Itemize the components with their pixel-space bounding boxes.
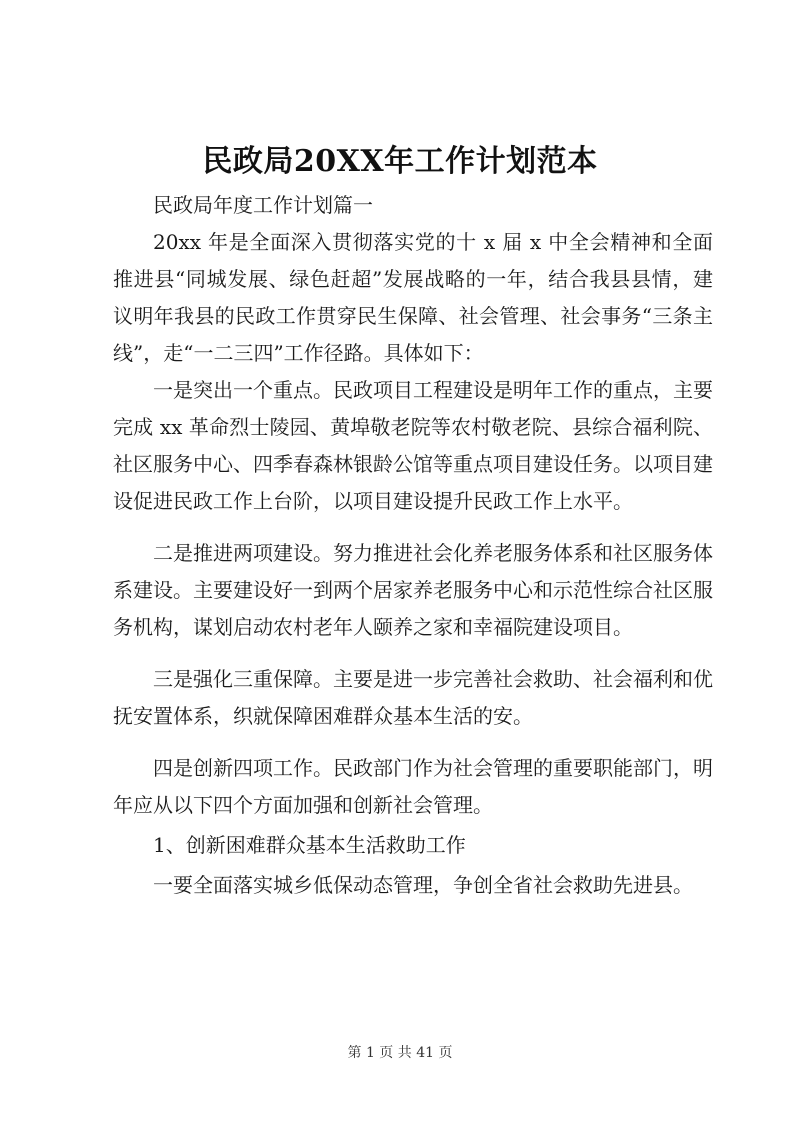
paragraph-point-3: 三是强化三重保障。主要是进一步完善社会救助、社会福利和优抚安置体系，织就保障困难群众基本生活的安。 bbox=[113, 667, 713, 728]
paragraph-point-4: 四是创新四项工作。民政部门作为社会管理的重要职能部门，明年应从以下四个方面加强和创新社会管理。 bbox=[113, 756, 713, 817]
page-footer: 第 1 页 共 41 页 bbox=[347, 1045, 453, 1061]
subheading-1: 1、创新困难群众基本生活救助工作 bbox=[153, 833, 466, 857]
document-title: 民政局20XX年工作计划范本 bbox=[202, 144, 598, 179]
section-heading: 民政局年度工作计划篇一 bbox=[153, 193, 373, 217]
paragraph-subpoint-1: 一要全面落实城乡低保动态管理，争创全省社会救助先进县。 bbox=[153, 873, 693, 897]
paragraph-point-1: 一是突出一个重点。民政项目工程建设是明年工作的重点，主要完成 xx 革命烈士陵园、黄埠敬老院等农村敬老院、县综合福利院、社区服务中心、四季春森林银龄公馆等重点项目建设任务。以项目建设促进民政工作上台阶，以项目建设提升民政工作上水平。 bbox=[113, 378, 713, 513]
paragraph-point-2: 二是推进两项建设。努力推进社会化养老服务体系和社区服务体系建设。主要建设好一到两个居家养老服务中心和示范性综合社区服务机构，谋划启动农村老年人颐养之家和幸福院建设项目。 bbox=[113, 541, 713, 639]
paragraph-intro: 20xx 年是全面深入贯彻落实党的十 x 届 x 中全会精神和全面推进县“同城发展、绿色赶超”发展战略的一年，结合我县县情，建议明年我县的民政工作贯穿民生保障、社会管理、社会事务“三条主线”，走“一二三四”工作径路。具体如下： bbox=[113, 230, 713, 365]
document-body bbox=[113, 187, 713, 904]
